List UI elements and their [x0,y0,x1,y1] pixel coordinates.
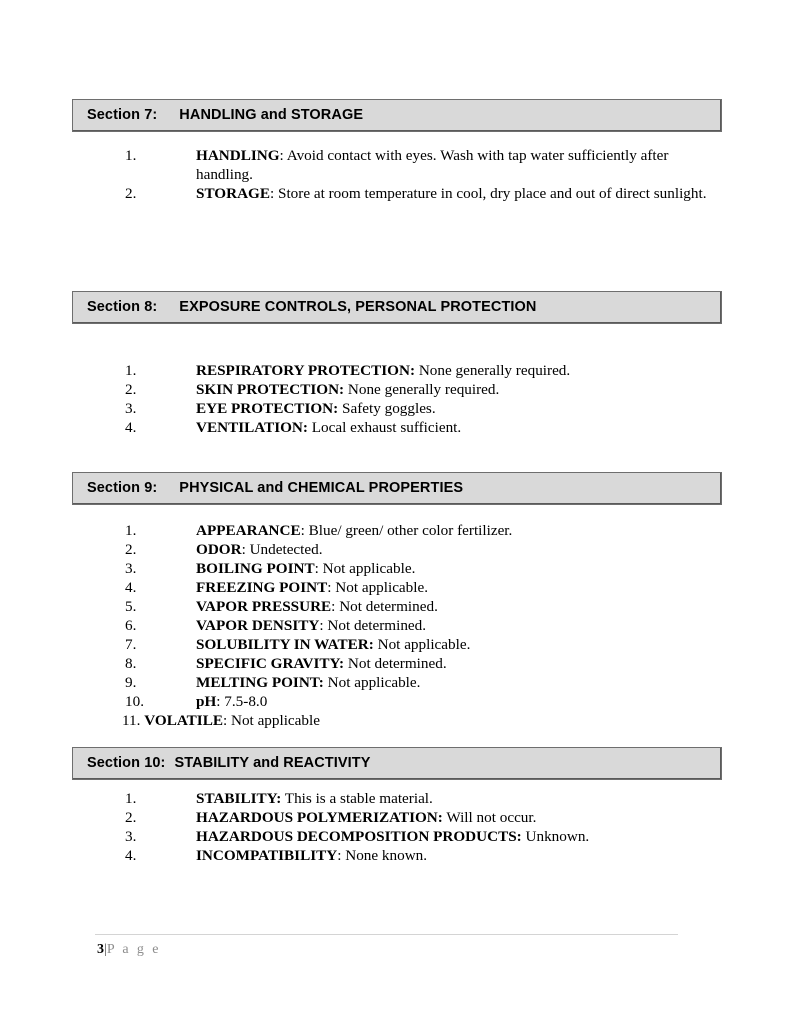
section-header-bar-9 [72,472,722,505]
list-item-label: FREEZING POINT [196,579,328,596]
list-item-label: BOILING POINT [196,560,315,577]
section-title-7: HANDLING and STORAGE [179,107,364,123]
list-item-label: HANDLING [196,147,280,164]
list-item [72,711,727,730]
section-header-bar-7 [72,99,722,132]
list-item [72,184,727,203]
section-header-text-9 [73,480,463,496]
list-item [72,597,727,616]
list-item-number: 10. [125,693,144,710]
list-item-text: : Store at room temperature in cool, dry place and out of direct sunlight. [270,185,707,202]
list-item [72,846,727,865]
section-number-10: Section 10: [87,755,166,771]
list-item-number: 9. [125,674,137,691]
section-list-8 [72,361,727,437]
list-item-number: 1. [125,147,137,164]
list-item-text: : Not applicable. [314,560,416,577]
list-item-label: EYE PROTECTION: [196,400,339,417]
list-item-label: VENTILATION: [196,419,308,436]
section-number-8: Section 8: [87,299,158,315]
list-item-label: INCOMPATIBILITY [196,847,338,864]
list-item [72,789,727,808]
list-item-text: : Blue/ green/ other color fertilizer. [300,522,513,539]
list-item [72,559,727,578]
list-item-number: 2. [125,185,137,202]
list-item-text: : Undetected. [241,541,323,558]
list-item-number: 3. [125,400,137,417]
list-item-number: 2. [125,381,137,398]
list-item-text: : Not determined. [331,598,438,615]
section-header-bar-10 [72,747,722,780]
section-list-10 [72,789,727,865]
section-header-text-10 [73,755,370,771]
section-list-9 [72,521,727,730]
list-item [72,146,727,184]
list-item-label: STABILITY: [196,790,282,807]
list-item-label: RESPIRATORY PROTECTION: [196,362,416,379]
list-item-text: This is a stable material. [281,790,433,807]
list-item-number: 1. [125,362,137,379]
list-item-text: : Not determined. [319,617,427,634]
section-header-text-7 [73,107,363,123]
list-item-label: STORAGE [196,185,270,202]
list-item [72,827,727,846]
section-title-9: PHYSICAL and CHEMICAL PROPERTIES [179,480,464,496]
list-item-text: None generally required. [344,381,500,398]
list-item-number: 3. [125,828,137,845]
list-item-text: : Not applicable. [327,579,429,596]
footer-page-label: P a g e [106,942,161,957]
list-item [72,635,727,654]
list-item-number: 3. [125,560,137,577]
list-item-label: HAZARDOUS POLYMERIZATION: [196,809,443,826]
list-item-text: : Avoid contact with eyes. Wash with tap water sufficiently after handling. [196,147,669,183]
list-item [72,418,727,437]
list-item [72,399,727,418]
footer-divider [95,934,678,935]
list-item-text: Not applicable. [373,636,471,653]
section-title-8: EXPOSURE CONTROLS, PERSONAL PROTECTION [179,299,537,315]
list-item-number: 11. [122,712,141,729]
list-item-text: Not applicable. [323,674,421,691]
list-item [72,578,727,597]
list-item-label: SOLUBILITY IN WATER: [196,636,374,653]
list-item-text: Local exhaust sufficient. [307,419,462,436]
list-item [72,673,727,692]
page-footer [97,941,161,959]
list-item-number: 2. [125,809,137,826]
list-item-text: : None known. [337,847,428,864]
list-item [72,521,727,540]
list-item-label: APPEARANCE [196,522,301,539]
list-item-text: : Not applicable [222,712,320,729]
list-item-label: ODOR [196,541,242,558]
list-item [72,540,727,559]
list-item-label: VAPOR DENSITY [196,617,320,634]
list-item-text: : 7.5-8.0 [216,693,268,710]
list-item-number: 1. [125,790,137,807]
list-item-number: 4. [125,419,137,436]
list-item-number: 4. [125,579,137,596]
list-item-text: None generally required. [415,362,571,379]
list-item-number: 2. [125,541,137,558]
section-header-bar-8 [72,291,722,324]
list-item [72,380,727,399]
list-item-number: 1. [125,522,137,539]
section-list-7 [72,146,727,203]
list-item-label: SKIN PROTECTION: [196,381,345,398]
list-item-label: VAPOR PRESSURE [196,598,332,615]
list-item-label: MELTING POINT: [196,674,324,691]
section-header-text-8 [73,299,537,315]
section-number-7: Section 7: [87,107,158,123]
list-item-label: VOLATILE [144,712,223,729]
list-item-number: 6. [125,617,137,634]
footer-page-number: 3 [97,942,104,957]
list-item-number: 8. [125,655,137,672]
list-item-label: SPECIFIC GRAVITY: [196,655,345,672]
list-item-text: Unknown. [521,828,590,845]
footer-separator: | [104,942,107,957]
list-item [72,616,727,635]
list-item-number: 5. [125,598,137,615]
list-item-number: 7. [125,636,137,653]
section-number-9: Section 9: [87,480,158,496]
section-title-10: STABILITY and REACTIVITY [174,755,371,771]
list-item [72,692,727,711]
list-item [72,654,727,673]
list-item-text: Will not occur. [442,809,537,826]
list-item-text: Safety goggles. [338,400,436,417]
list-item [72,361,727,380]
list-item-number: 4. [125,847,137,864]
list-item [72,808,727,827]
list-item-label: HAZARDOUS DECOMPOSITION PRODUCTS: [196,828,522,845]
list-item-text: Not determined. [344,655,447,672]
list-item-label: pH [196,693,217,710]
